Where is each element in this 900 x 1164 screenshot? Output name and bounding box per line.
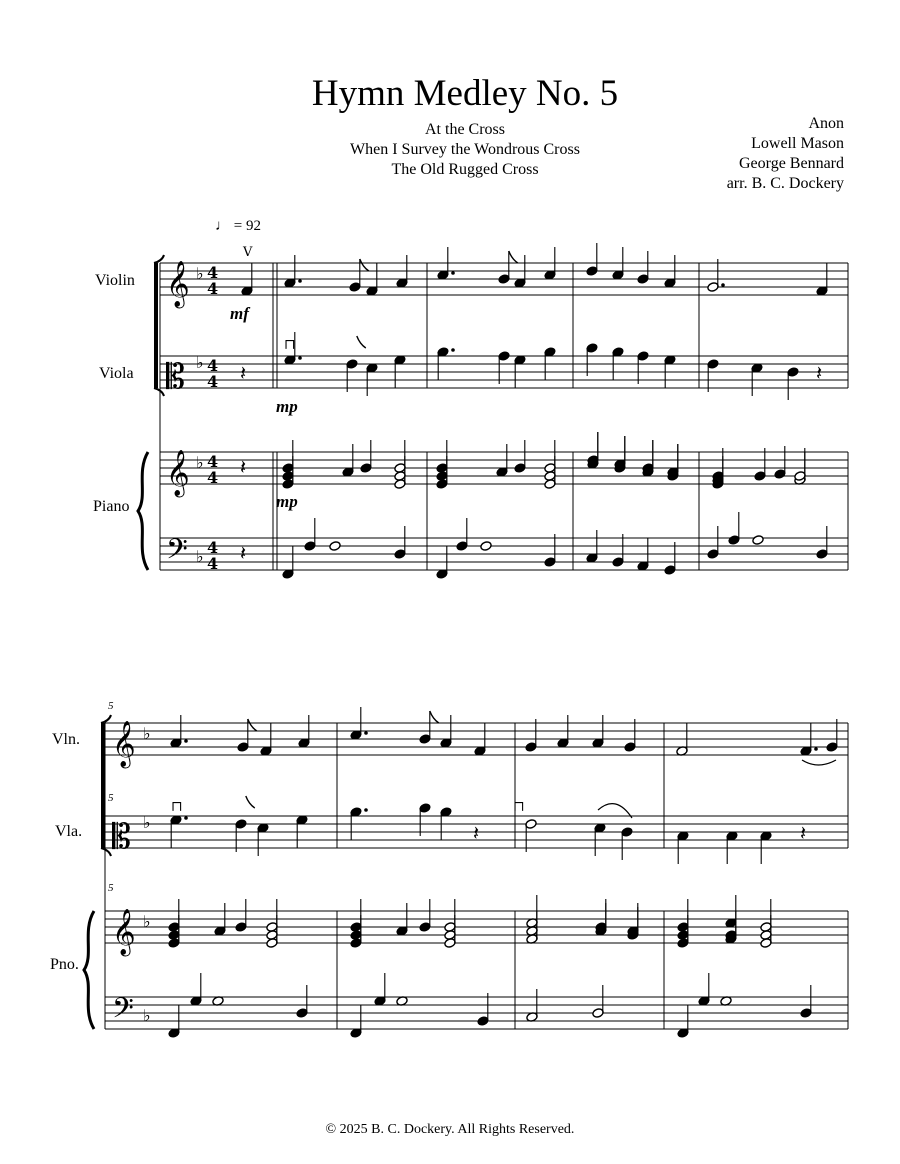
time-sig-denominator: 4 (207, 372, 219, 391)
dynamic-violin: mf (230, 304, 249, 323)
note (257, 823, 269, 856)
note (592, 715, 604, 748)
note-dot (451, 348, 455, 352)
note-dot (298, 279, 302, 283)
note (525, 819, 537, 852)
downbow-icon: ⊓ (171, 799, 183, 815)
note (241, 263, 253, 296)
note-dot (364, 731, 368, 735)
note (621, 827, 633, 860)
note (612, 247, 624, 280)
bracket-hook (101, 848, 111, 856)
flat-icon: ♭ (143, 813, 151, 832)
quarter-rest-icon: 𝄽 (240, 455, 247, 479)
dynamic-viola: mp (276, 397, 298, 416)
quarter-rest-icon: 𝄽 (473, 821, 480, 845)
note (440, 715, 452, 748)
flat-icon: ♭ (196, 547, 204, 566)
notehead (329, 541, 341, 552)
note (787, 367, 799, 400)
flat-icon: ♭ (196, 353, 204, 372)
measure-number: 5 (108, 792, 114, 804)
note (394, 526, 406, 559)
note (394, 355, 406, 388)
note-dot (184, 816, 188, 820)
note-flag (360, 259, 369, 271)
brace (138, 452, 148, 570)
note (774, 446, 786, 479)
treble-clef-icon: 𝄞 (166, 261, 190, 307)
note (260, 723, 272, 756)
alto-clef-icon: 𝄡 (112, 817, 131, 857)
treble-clef-icon: 𝄞 (112, 909, 136, 955)
note (419, 899, 431, 932)
note (760, 831, 772, 864)
note (726, 831, 738, 864)
note (816, 263, 828, 296)
note (586, 243, 598, 276)
note (544, 347, 556, 380)
subtitle-1: At the Cross (425, 121, 505, 138)
note-dot (721, 283, 725, 287)
note (664, 542, 676, 575)
note (612, 534, 624, 567)
note-dot (814, 747, 818, 751)
flat-icon: ♭ (196, 264, 204, 283)
flat-icon: ♭ (143, 912, 151, 931)
flat-icon: ♭ (143, 1006, 151, 1025)
note-dot (298, 356, 302, 360)
instrument-label-piano: Piano (93, 498, 130, 515)
flat-icon: ♭ (196, 453, 204, 472)
note (296, 815, 308, 848)
note (676, 723, 688, 756)
note (350, 1005, 362, 1038)
note (557, 715, 569, 748)
note (698, 973, 710, 1006)
note (637, 251, 649, 284)
note (816, 526, 828, 559)
time-sig-numerator: 4 (207, 452, 219, 471)
note (586, 343, 598, 376)
note (350, 807, 368, 840)
note (800, 985, 812, 1018)
quarter-rest-icon: 𝄽 (816, 361, 823, 385)
note (514, 255, 526, 288)
measure-number: 5 (108, 882, 114, 894)
note (366, 263, 378, 296)
time-sig-denominator: 4 (207, 554, 219, 573)
bracket-hook (101, 715, 111, 723)
notehead (480, 541, 492, 552)
note (329, 541, 341, 552)
note (342, 444, 354, 477)
slur (802, 760, 836, 765)
bass-clef-icon: 𝄢 (166, 533, 188, 573)
note (800, 723, 818, 756)
quarter-rest-icon: 𝄽 (240, 541, 247, 565)
note (637, 351, 649, 384)
note (235, 899, 247, 932)
score-title: Hymn Medley No. 5 (311, 73, 619, 114)
note (296, 985, 308, 1018)
note (586, 530, 598, 563)
note (477, 993, 489, 1026)
note (728, 512, 740, 545)
downbow-icon: ⊓ (513, 799, 525, 815)
quarter-rest-icon: 𝄽 (240, 361, 247, 385)
note-dot (364, 808, 368, 812)
note-flag (509, 251, 518, 263)
measure-number: 5 (108, 700, 114, 712)
brace (84, 911, 94, 1029)
note (496, 444, 508, 477)
note (624, 719, 636, 752)
note (474, 723, 486, 756)
note (374, 973, 386, 1006)
subtitle-2: When I Survey the Wondrous Cross (350, 141, 580, 158)
note (752, 535, 764, 546)
arranger-credit: arr. B. C. Dockery (726, 175, 844, 192)
note (751, 363, 763, 396)
note (396, 255, 408, 288)
note (664, 255, 676, 288)
note (592, 985, 604, 1018)
note (707, 526, 719, 559)
note (396, 903, 408, 936)
instrument-short-piano: Pno. (50, 956, 79, 973)
flat-icon: ♭ (143, 724, 151, 743)
note (677, 831, 689, 864)
note (304, 518, 316, 551)
instrument-short-viola: Vla. (55, 823, 83, 840)
downbow-icon: ⊓ (284, 337, 296, 353)
note (677, 1005, 689, 1038)
note (298, 715, 310, 748)
note (170, 815, 188, 848)
dynamic-piano: mp (276, 492, 298, 511)
note (544, 534, 556, 567)
composer-credit-3: George Bennard (739, 155, 844, 172)
note-flag (246, 796, 255, 808)
treble-clef-icon: 𝄞 (166, 450, 190, 496)
note (637, 538, 649, 571)
note-flag (248, 719, 257, 731)
note (437, 347, 455, 380)
note (360, 440, 372, 473)
time-sig-denominator: 4 (207, 468, 219, 487)
note-dot (184, 739, 188, 743)
note (826, 719, 838, 752)
note (480, 541, 492, 552)
note (526, 989, 538, 1022)
note (419, 803, 431, 836)
tempo-value: = 92 (233, 218, 261, 234)
note (170, 715, 188, 748)
treble-clef-icon: 𝄞 (112, 721, 136, 767)
note (525, 719, 537, 752)
bracket-hook (154, 388, 164, 396)
bass-clef-icon: 𝄢 (112, 992, 134, 1032)
note (514, 440, 526, 473)
note (437, 247, 455, 280)
note (366, 363, 378, 396)
notehead (752, 535, 764, 546)
quarter-rest-icon: 𝄽 (800, 821, 807, 845)
note-dot (451, 271, 455, 275)
subtitle-3: The Old Rugged Cross (391, 161, 539, 178)
copyright-notice: © 2025 B. C. Dockery. All Rights Reserved. (325, 1122, 575, 1137)
time-sig-numerator: 4 (207, 538, 219, 557)
upbow-icon: V (243, 245, 253, 260)
note (612, 347, 624, 380)
composer-credit-1: Anon (808, 115, 844, 132)
time-sig-numerator: 4 (207, 263, 219, 282)
note (440, 807, 452, 840)
note (190, 973, 202, 1006)
note (754, 448, 766, 481)
note-flag (430, 711, 439, 723)
note (284, 255, 302, 288)
note (168, 1005, 180, 1038)
instrument-label-violin: Violin (95, 272, 135, 289)
note (456, 518, 468, 551)
quarter-note-icon: ♩ (215, 218, 230, 234)
composer-credit-2: Lowell Mason (751, 135, 844, 152)
note (282, 546, 294, 579)
note (350, 707, 368, 740)
note (214, 903, 226, 936)
note (514, 355, 526, 388)
note (436, 546, 448, 579)
note (664, 355, 676, 388)
instrument-short-violin: Vln. (52, 731, 80, 748)
time-sig-denominator: 4 (207, 279, 219, 298)
bracket-hook (154, 255, 164, 263)
note (594, 823, 606, 856)
note (498, 351, 510, 384)
time-sig-numerator: 4 (207, 356, 219, 375)
note (544, 247, 556, 280)
instrument-label-viola: Viola (99, 365, 134, 382)
note-flag (357, 336, 366, 348)
alto-clef-icon: 𝄡 (166, 357, 185, 397)
note (707, 359, 719, 392)
